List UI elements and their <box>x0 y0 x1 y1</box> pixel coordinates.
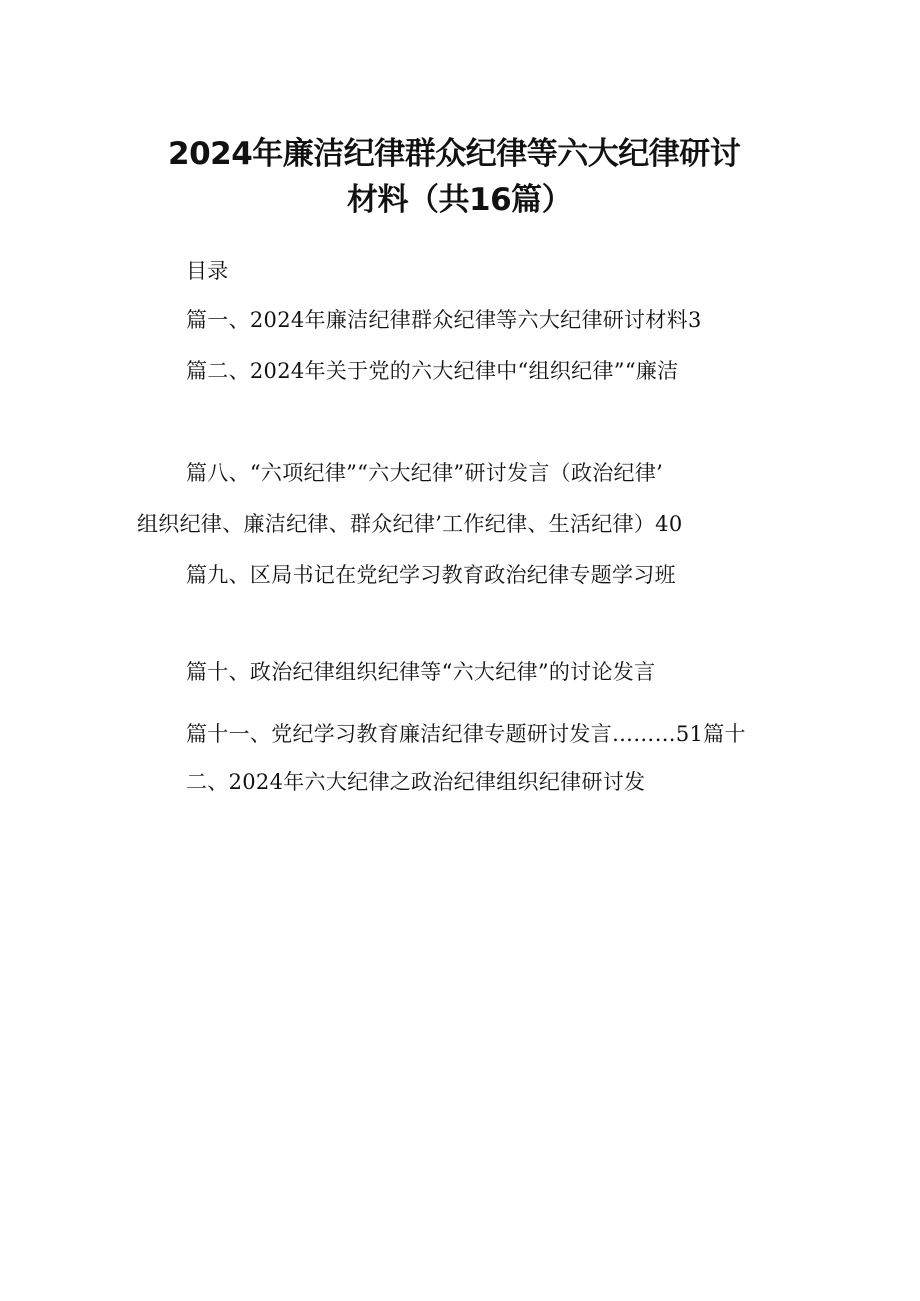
toc-item-12: 二、2024年六大纪律之政治纪律组织纪律研讨发 <box>186 770 646 794</box>
toc-heading: 目录 <box>186 259 229 283</box>
toc-item-10: 篇十、政治纪律组织纪律等“六大纪律”的讨论发言 <box>186 660 656 684</box>
toc-item-2: 篇二、2024年关于党的六大纪律中“组织纪律”“廉洁 <box>186 359 679 383</box>
toc-item-1: 篇一、2024年廉洁纪律群众纪律等六大纪律研讨材料3 <box>186 308 702 332</box>
toc-item-9: 篇九、区局书记在党纪学习教育政治纪律专题学习班 <box>186 563 676 587</box>
toc-item-8: 篇八、“六项纪律”“六大纪律”研讨发言（政治纪律’ <box>186 461 664 485</box>
document-title-line-2: 材料（共16篇） <box>347 182 573 218</box>
toc-item-11: 篇十一、党纪学习教育廉洁纪律专题研讨发言………51篇十 <box>186 722 746 746</box>
toc-item-8-continued: 组织纪律、廉洁纪律、群众纪律’工作纪律、生活纪律）40 <box>137 512 683 536</box>
document-title-line-1: 2024年廉洁纪律群众纪律等六大纪律研讨 <box>168 136 741 172</box>
